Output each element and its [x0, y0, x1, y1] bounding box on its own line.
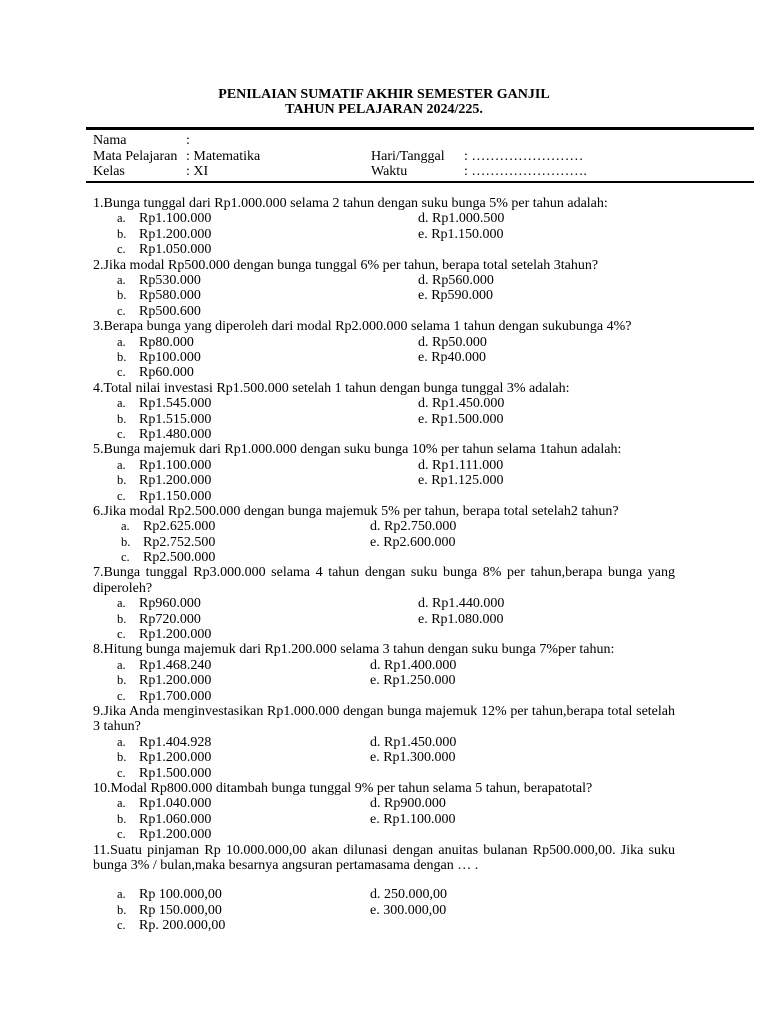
option-letter: b.	[117, 288, 127, 303]
option-row	[93, 735, 675, 750]
option-row	[93, 227, 675, 242]
question-item	[93, 258, 675, 320]
option-text: Rp1.515.000	[139, 411, 212, 427]
option-text: d. Rp1.450.000	[370, 734, 457, 750]
option-row	[93, 412, 675, 427]
header-rule-bottom	[86, 181, 754, 183]
question-text: 3.Berapa bunga yang diperoleh dari modal Rp2.000.000 selama 1 tahun dengan sukubunga 4%?	[93, 319, 632, 335]
option-text: Rp1.545.000	[139, 396, 212, 412]
option-text: d. Rp560.000	[418, 272, 494, 288]
option-row	[93, 519, 675, 534]
option-row	[93, 903, 675, 918]
option-text: d. Rp1.111.000	[418, 457, 504, 473]
option-letter: c.	[117, 688, 126, 703]
option-letter: b.	[117, 673, 127, 688]
option-letter: b.	[117, 349, 127, 364]
option-text: Rp80.000	[139, 334, 194, 350]
option-text: Rp1.200.000	[139, 226, 212, 242]
option-letter: a.	[117, 457, 126, 472]
option-text: Rp1.200.000	[139, 627, 212, 643]
option-text: Rp1.200.000	[139, 473, 212, 489]
option-text: d. 250.000,00	[370, 887, 447, 903]
question-text: 8.Hitung bunga majemuk dari Rp1.200.000 selama 3 tahun dengan suku bunga 7%per tahun:	[93, 642, 615, 658]
option-row	[93, 689, 675, 704]
option-text: Rp1.060.000	[139, 811, 212, 827]
question-list	[93, 196, 675, 934]
option-letter: a.	[117, 396, 126, 411]
option-text: Rp1.500.000	[139, 765, 212, 781]
mapel-label: Mata Pelajaran	[93, 148, 178, 164]
option-row	[93, 812, 675, 827]
option-letter: b.	[117, 902, 127, 917]
option-letter: b.	[117, 473, 127, 488]
option-letter: a.	[117, 887, 126, 902]
option-text: d. Rp1.440.000	[418, 596, 505, 612]
question-text: 5.Bunga majemuk dari Rp1.000.000 dengan suku bunga 10% per tahun selama 1tahun adalah:	[93, 442, 622, 458]
option-text: Rp1.468.240	[139, 657, 212, 673]
hari-label: Hari/Tanggal	[371, 148, 445, 164]
option-row	[93, 288, 675, 303]
option-text: Rp2.625.000	[143, 519, 216, 535]
option-text: e. Rp1.250.000	[370, 673, 456, 689]
option-row	[93, 796, 675, 811]
option-text: e. Rp1.300.000	[370, 750, 456, 766]
option-row	[93, 596, 675, 611]
option-letter: c.	[117, 488, 126, 503]
question-item	[93, 843, 675, 934]
option-text: e. Rp1.125.000	[418, 473, 504, 489]
option-letter: a.	[117, 211, 126, 226]
header-rule-top	[86, 127, 754, 130]
option-text: Rp960.000	[139, 596, 201, 612]
option-row	[93, 273, 675, 288]
option-text: e. 300.000,00	[370, 902, 447, 918]
option-text: Rp60.000	[139, 365, 194, 381]
info-row-kelas	[93, 164, 693, 180]
option-letter: c.	[117, 242, 126, 257]
option-letter: a.	[117, 796, 126, 811]
option-letter: b.	[121, 534, 131, 549]
hari-value: : ……………………	[464, 148, 584, 164]
option-row	[93, 350, 675, 365]
option-row	[93, 750, 675, 765]
exam-title: PENILAIAN SUMATIF AKHIR SEMESTER GANJIL	[218, 87, 550, 102]
option-text: e. Rp1.100.000	[370, 811, 456, 827]
option-text: Rp 150.000,00	[139, 902, 222, 918]
option-row	[93, 918, 675, 933]
question-text: 6.Jika modal Rp2.500.000 dengan bunga majemuk 5% per tahun, berapa total setelah2 tahun?	[93, 503, 619, 519]
option-text: Rp1.200.000	[139, 827, 212, 843]
option-row	[93, 658, 675, 673]
option-row	[93, 335, 675, 350]
question-text: 4.Total nilai investasi Rp1.500.000 setelah 1 tahun dengan bunga tunggal 3% adalah:	[93, 380, 570, 396]
option-text: Rp580.000	[139, 288, 201, 304]
option-row	[93, 827, 675, 842]
option-text: e. Rp1.080.000	[418, 611, 504, 627]
question-item	[93, 381, 675, 443]
option-letter: b.	[117, 811, 127, 826]
option-letter: c.	[117, 827, 126, 842]
question-item	[93, 319, 675, 381]
option-text: Rp1.700.000	[139, 688, 212, 704]
waktu-value: : …………………….	[464, 164, 587, 179]
option-text: e. Rp590.000	[418, 288, 494, 304]
option-text: d. Rp900.000	[370, 796, 446, 812]
option-text: Rp1.050.000	[139, 242, 212, 258]
option-text: Rp720.000	[139, 611, 201, 627]
option-text: e. Rp1.500.000	[418, 411, 504, 427]
option-text: Rp 100.000,00	[139, 887, 222, 903]
option-letter: b.	[117, 611, 127, 626]
option-text: Rp1.100.000	[139, 457, 212, 473]
option-text: e. Rp2.600.000	[370, 534, 456, 550]
question-item	[93, 704, 675, 781]
option-letter: b.	[117, 226, 127, 241]
option-letter: a.	[121, 519, 130, 534]
waktu-label: Waktu	[371, 164, 408, 179]
option-text: Rp1.200.000	[139, 750, 212, 766]
option-row	[93, 458, 675, 473]
nama-label: Nama	[93, 133, 127, 148]
option-row	[93, 627, 675, 642]
option-text: Rp. 200.000,00	[139, 918, 226, 934]
option-row	[93, 427, 675, 442]
option-text: Rp1.100.000	[139, 211, 212, 227]
option-row	[93, 473, 675, 488]
option-text: Rp1.040.000	[139, 796, 212, 812]
option-row	[93, 396, 675, 411]
option-letter: a.	[117, 657, 126, 672]
option-letter: c.	[117, 765, 126, 780]
option-letter: c.	[117, 426, 126, 441]
question-text: 9.Jika Anda menginvestasikan Rp1.000.000 dengan bunga majemuk 12% per tahun,berapa total setelah 3 tahun?	[93, 704, 675, 735]
nama-value: :	[186, 133, 190, 148]
student-info	[93, 133, 693, 180]
question-item	[93, 442, 675, 504]
option-text: Rp1.150.000	[139, 488, 212, 504]
spacer	[93, 873, 675, 887]
option-text: Rp100.000	[139, 349, 201, 365]
option-row	[93, 673, 675, 688]
question-item	[93, 781, 675, 843]
option-text: Rp2.752.500	[143, 534, 216, 550]
option-letter: c.	[117, 365, 126, 380]
option-letter: a.	[117, 596, 126, 611]
option-letter: b.	[117, 411, 127, 426]
option-text: e. Rp1.150.000	[418, 226, 504, 242]
option-text: Rp530.000	[139, 272, 201, 288]
option-text: Rp2.500.000	[143, 550, 216, 566]
info-row-mapel	[93, 149, 693, 165]
option-row	[93, 535, 675, 550]
option-row	[93, 612, 675, 627]
option-text: e. Rp40.000	[418, 349, 487, 365]
option-letter: a.	[117, 272, 126, 287]
option-letter: a.	[117, 334, 126, 349]
option-row	[93, 365, 675, 380]
exam-year: TAHUN PELAJARAN 2024/225.	[285, 102, 483, 117]
question-text: 7.Bunga tunggal Rp3.000.000 selama 4 tahun dengan suku bunga 8% per tahun,berapa bunga yang diperoleh?	[93, 565, 675, 596]
option-row	[93, 550, 675, 565]
option-text: d. Rp50.000	[418, 334, 487, 350]
option-row	[93, 242, 675, 257]
option-letter: c.	[121, 550, 130, 565]
option-text: d. Rp1.400.000	[370, 657, 457, 673]
option-text: Rp1.480.000	[139, 426, 212, 442]
kelas-value: : XI	[186, 164, 209, 179]
question-item	[93, 565, 675, 642]
question-text: 1.Bunga tunggal dari Rp1.000.000 selama 2 tahun dengan suku bunga 5% per tahun adalah:	[93, 196, 608, 211]
info-row-nama	[93, 133, 693, 149]
option-row	[93, 887, 675, 902]
question-item	[93, 504, 675, 566]
option-row	[93, 766, 675, 781]
question-text: 2.Jika modal Rp500.000 dengan bunga tunggal 6% per tahun, berapa total setelah 3tahun?	[93, 257, 599, 273]
option-text: d. Rp2.750.000	[370, 519, 457, 535]
option-row	[93, 489, 675, 504]
option-text: d. Rp1.000.500	[418, 211, 505, 227]
option-text: Rp1.404.928	[139, 734, 212, 750]
option-text: Rp500.600	[139, 303, 201, 319]
kelas-label: Kelas	[93, 164, 125, 179]
option-text: d. Rp1.450.000	[418, 396, 505, 412]
question-item	[93, 196, 675, 258]
question-item	[93, 642, 675, 704]
option-text: Rp1.200.000	[139, 673, 212, 689]
option-letter: c.	[117, 627, 126, 642]
option-letter: c.	[117, 918, 126, 933]
option-row	[93, 304, 675, 319]
option-letter: b.	[117, 750, 127, 765]
mapel-value: : Matematika	[186, 148, 261, 164]
option-row	[93, 211, 675, 226]
question-text: 11.Suatu pinjaman Rp 10.000.000,00 akan dilunasi dengan anuitas bulanan Rp500.000,00. Jika suku bunga 3% / bulan,maka besarnya angsuran pertamasama dengan … .	[93, 842, 675, 873]
option-letter: a.	[117, 734, 126, 749]
option-letter: c.	[117, 303, 126, 318]
question-text: 10.Modal Rp800.000 ditambah bunga tunggal 9% per tahun selama 5 tahun, berapatotal?	[93, 781, 593, 797]
